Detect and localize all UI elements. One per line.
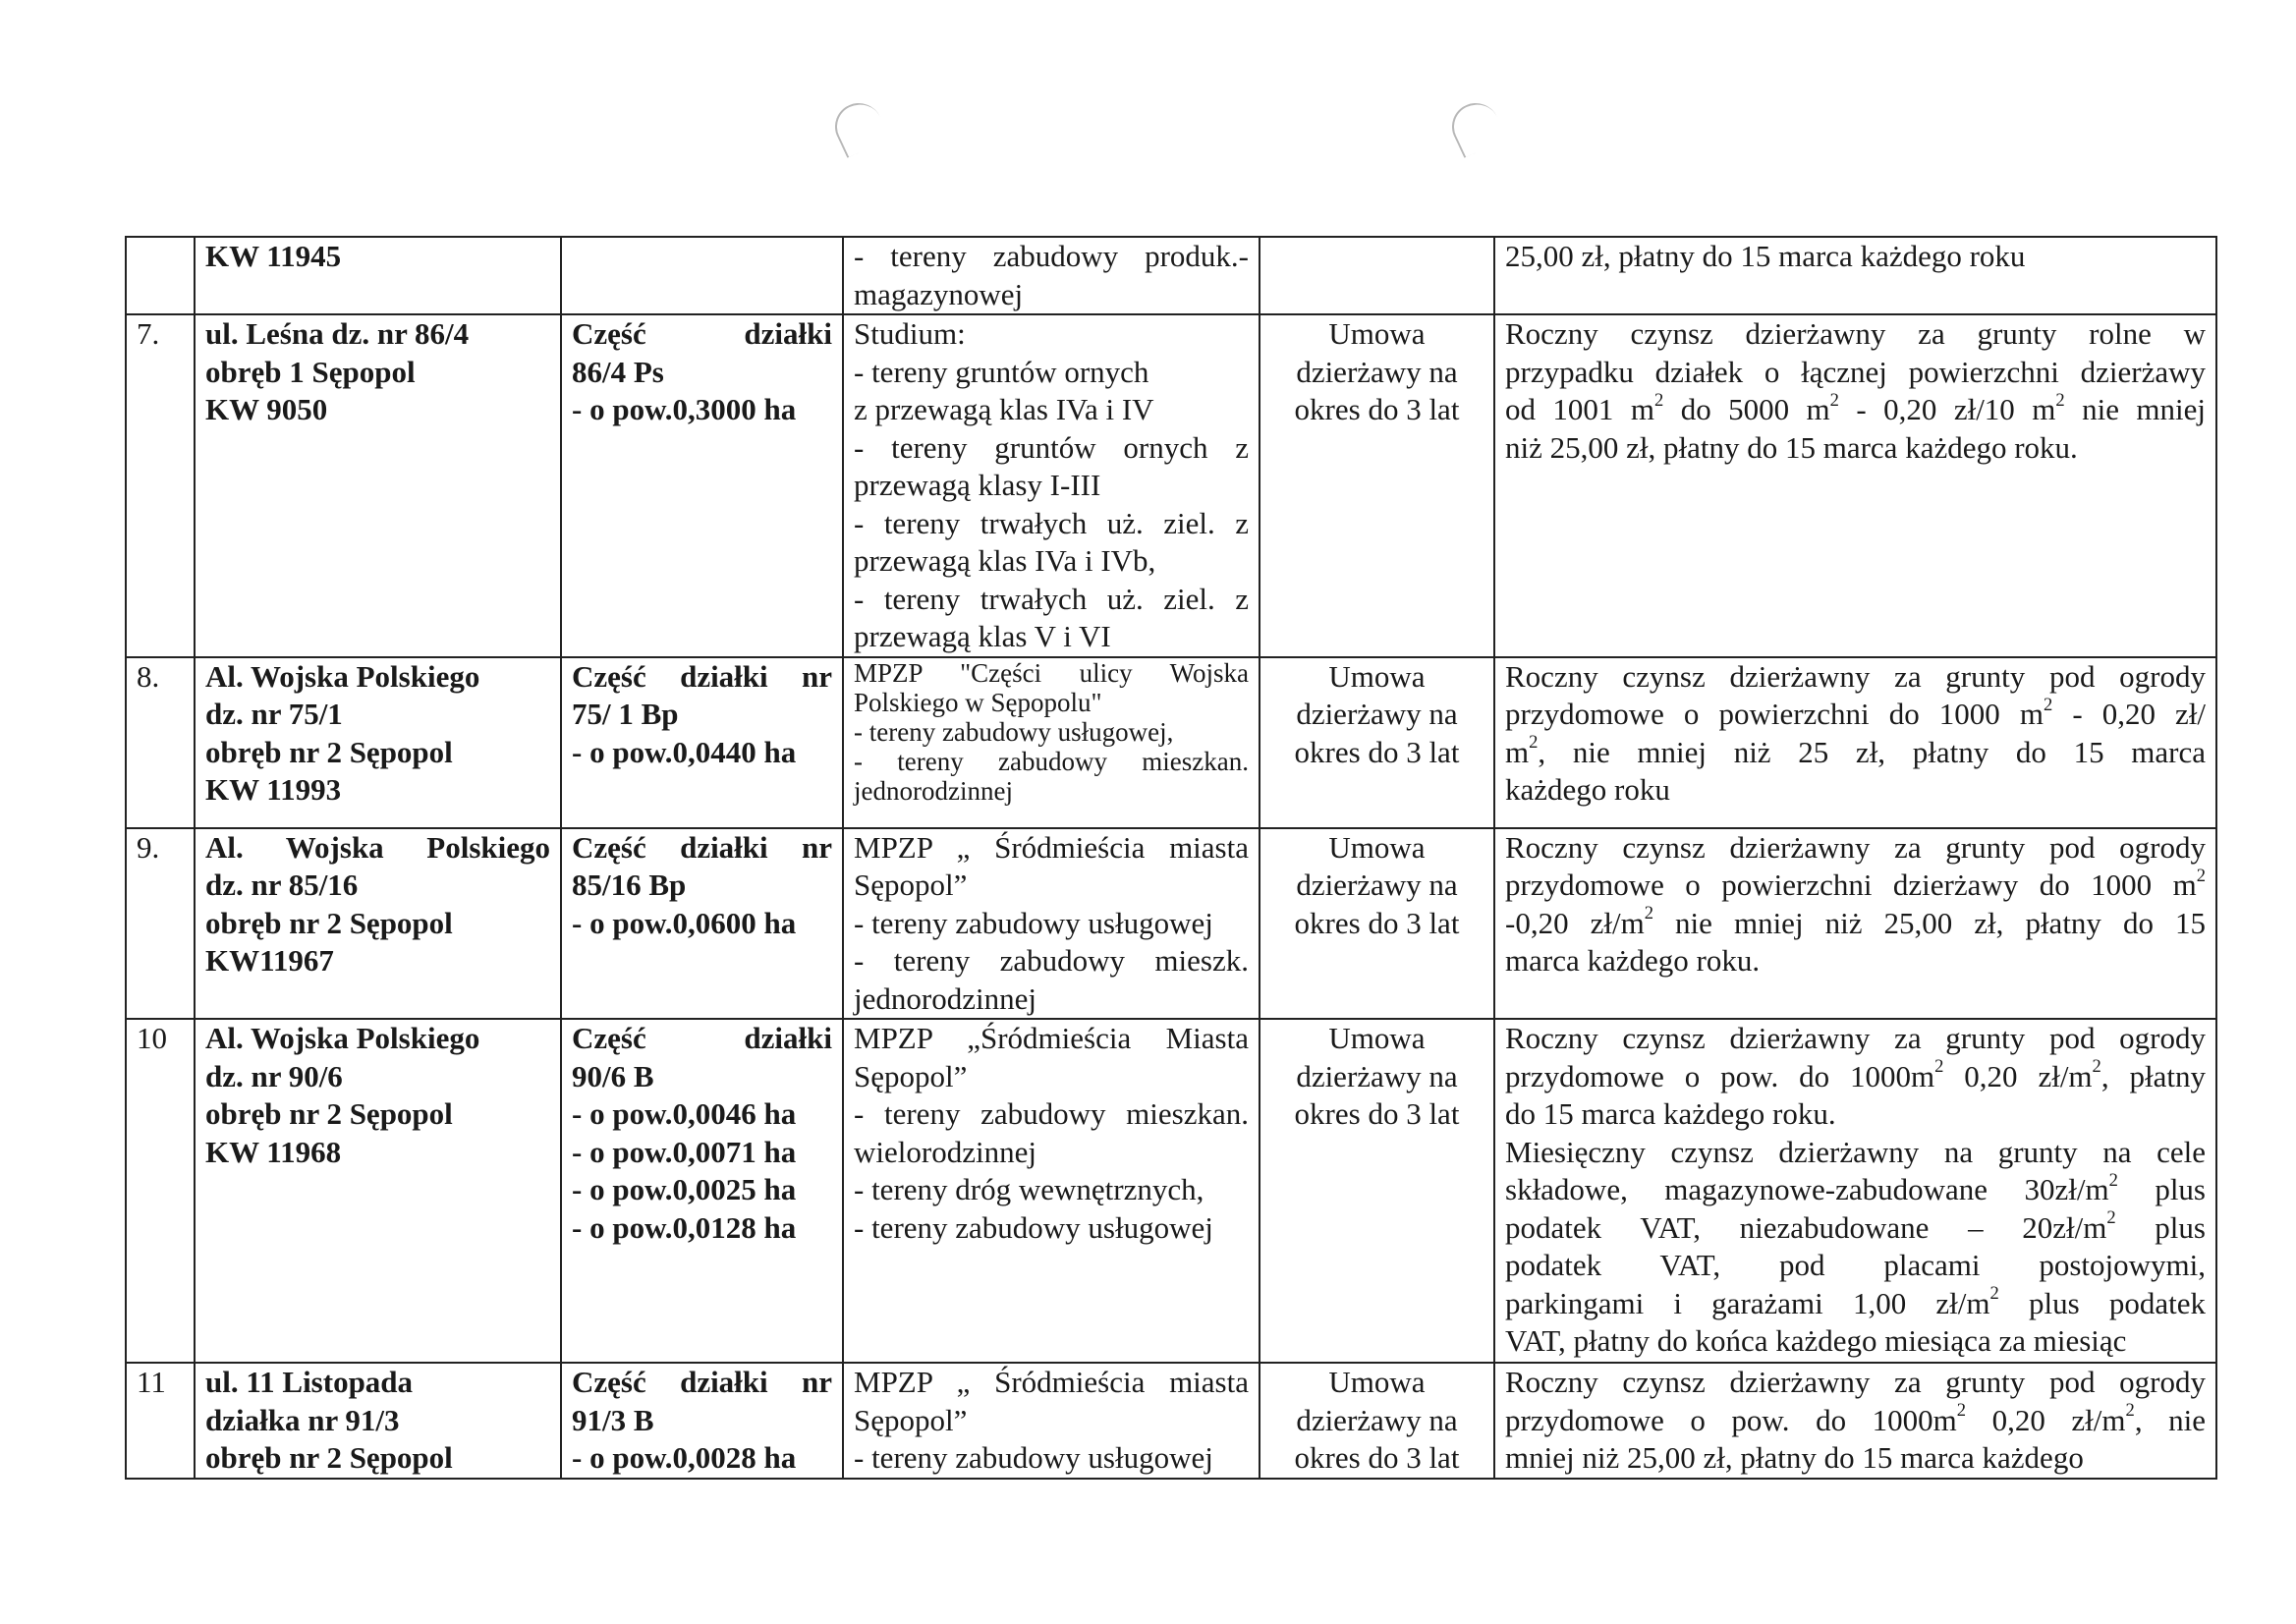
row-number: 8. [137, 658, 160, 694]
cell-line: przydomowe o pow. do $1000m^2$ 0,20 $zł/m^2$, płatny [1505, 1056, 2206, 1093]
cell-line: - o pow.0,0440 ha [572, 734, 797, 769]
cell-line: Sępopol” [854, 1058, 968, 1093]
cell-line: Roczny czynsz dzierżawny za grunty rolne w [1505, 316, 2206, 351]
cell-line: 86/4 Ps [572, 354, 664, 389]
row-number-cell [126, 314, 195, 657]
cell-line: jednorodzinnej [854, 980, 1036, 1016]
cell-line: MPZP „ Śródmieścia miasta [854, 1365, 1249, 1399]
cell-line: jednorodzinnej [854, 775, 1013, 806]
cell-line: wielorodzinnej [854, 1134, 1036, 1169]
plot-area-cell [561, 828, 843, 1020]
cell-line: - tereny zabudowy usługowej [854, 1440, 1213, 1475]
table-row [126, 1019, 2216, 1363]
row-number-cell [126, 657, 195, 828]
cell-line: 25,00 zł, płatny do 15 marca każdego roku [1505, 239, 2026, 273]
cell-line: MPZP „ Śródmieścia miasta [854, 829, 1249, 865]
cell-line: Część działki nr [572, 829, 832, 865]
zoning-cell [843, 314, 1260, 657]
cell-line: dzierżawy na [1296, 354, 1458, 389]
cell-line: KW 9050 [205, 392, 328, 426]
cell-line: - tereny zabudowy usługowej, [854, 716, 1174, 747]
row-number-cell [126, 828, 195, 1020]
cell-line: działka nr 91/3 [205, 1402, 400, 1437]
cell-line: - tereny zabudowy mieszkan. [854, 1096, 1249, 1131]
cell-line: Studium: [854, 316, 966, 351]
lease-form-cell [1260, 237, 1494, 314]
cell-line: - o pow.0,0025 ha [572, 1172, 797, 1206]
cell-line: - tereny trwałych uż. ziel. z [854, 581, 1249, 616]
cell-line: - o pow.0,3000 ha [572, 392, 797, 426]
cell-line: KW11967 [205, 943, 334, 978]
rent-terms-cell [1494, 1019, 2216, 1363]
cell-line: przydomowe o powierzchni do 1000 $m^2 - 0,20$ zł/ [1505, 694, 2206, 731]
cell-line: dzierżawy na [1296, 1402, 1458, 1437]
plot-area-cell [561, 1363, 843, 1479]
lease-form-cell [1260, 657, 1494, 828]
cell-line: Al. Wojska Polskiego [205, 1021, 480, 1055]
cell-line: Umowa [1328, 316, 1426, 351]
cell-line: - o pow.0,0071 ha [572, 1134, 797, 1169]
row-number: 10 [137, 1021, 167, 1055]
cell-line: Roczny czynsz dzierżawny za grunty pod ogrody [1505, 1365, 2206, 1399]
lease-form-cell [1260, 828, 1494, 1020]
cell-line: okres do 3 lat [1294, 1096, 1460, 1131]
zoning-cell [843, 237, 1260, 314]
location-cell [195, 657, 561, 828]
cell-line: MPZP „Śródmieścia Miasta [854, 1021, 1249, 1055]
cell-line: Umowa [1328, 658, 1426, 694]
cell-line: składowe, magazynowe-zabudowane $30zł/m^2$ plus [1505, 1169, 2206, 1206]
cell-line: obręb nr 2 Sępopol [205, 1440, 453, 1475]
table-row [126, 657, 2216, 828]
rent-terms-cell [1494, 828, 2216, 1020]
cell-line: dzierżawy na [1296, 1058, 1458, 1093]
cell-line: przydomowe o pow. do $1000m^2$ 0,20 $zł/m^2$, nie [1505, 1400, 2206, 1437]
cell-line: 75/ 1 Bp [572, 697, 679, 731]
cell-line: - tereny zabudowy mieszkan. [854, 746, 1249, 776]
cell-line: z przewagą klas IVa i IV [854, 392, 1154, 426]
cell-line: - o pow.0,0128 ha [572, 1209, 797, 1245]
cell-line: ul. Leśna dz. nr 86/4 [205, 316, 470, 351]
lease-form-cell [1260, 1363, 1494, 1479]
cell-line: obręb 1 Sępopol [205, 354, 416, 389]
rent-terms-cell [1494, 657, 2216, 828]
cell-line: parkingami i garażami 1,00 $zł/m^2$ plus podatek [1505, 1283, 2206, 1320]
cell-line: Al. Wojska Polskiego [205, 829, 550, 865]
cell-line: Część działki nr [572, 658, 832, 694]
cell-line: Część działki [572, 1021, 832, 1055]
cell-line: okres do 3 lat [1294, 734, 1460, 769]
row-number-cell [126, 1363, 195, 1479]
rent-terms-cell [1494, 314, 2216, 657]
zoning-cell [843, 828, 1260, 1020]
cell-line: okres do 3 lat [1294, 1440, 1460, 1475]
cell-line: VAT, płatny do końca każdego miesiąca za miesiąc [1505, 1323, 2127, 1358]
table-row [126, 828, 2216, 1020]
cell-line: Umowa [1328, 829, 1426, 865]
cell-line: - tereny zabudowy produk.- [854, 239, 1249, 273]
cell-line: obręb nr 2 Sępopol [205, 734, 453, 769]
cell-line: Roczny czynsz dzierżawny za grunty pod ogrody [1505, 658, 2206, 694]
cell-line: Sępopol” [854, 868, 968, 902]
cell-line: przewagą klasy I-III [854, 468, 1101, 502]
cell-line: Sępopol” [854, 1402, 968, 1437]
punch-hole-mark [1444, 95, 1507, 158]
cell-line: Al. Wojska Polskiego [205, 658, 480, 694]
cell-line: mniej niż 25,00 zł, płatny do 15 marca każdego [1505, 1440, 2084, 1475]
location-cell [195, 314, 561, 657]
cell-line: - tereny zabudowy usługowej [854, 905, 1213, 940]
cell-line: magazynowej [854, 276, 1024, 311]
cell-line: - tereny dróg wewnętrznych, [854, 1172, 1204, 1206]
row-number-cell [126, 1019, 195, 1363]
table-row [126, 314, 2216, 657]
zoning-cell [843, 1019, 1260, 1363]
plot-area-cell [561, 1019, 843, 1363]
cell-line: KW 11993 [205, 772, 342, 807]
lease-form-cell [1260, 314, 1494, 657]
cell-line: przydomowe o powierzchni dzierżawy do 1000 $m^2$ [1505, 865, 2206, 902]
cell-line: okres do 3 lat [1294, 392, 1460, 426]
cell-line: - tereny gruntów ornych [854, 354, 1149, 389]
cell-line: KW 11945 [205, 239, 342, 273]
cell-line: ul. 11 Listopada [205, 1365, 414, 1399]
cell-line: Roczny czynsz dzierżawny za grunty pod ogrody [1505, 829, 2206, 865]
row-number: 11 [137, 1365, 166, 1399]
cell-line: dz. nr 85/16 [205, 868, 359, 902]
cell-line: dz. nr 75/1 [205, 697, 343, 731]
cell-line: dzierżawy na [1296, 868, 1458, 902]
zoning-cell [843, 657, 1260, 828]
cell-line: -0,20 $zł/m^2$ nie mniej niż 25,00 zł, płatny do 15 [1505, 903, 2207, 940]
cell-line: - tereny gruntów ornych z [854, 429, 1249, 465]
cell-line: Miesięczny czynsz dzierżawny na grunty na cele [1505, 1134, 2206, 1169]
cell-line: - tereny zabudowy mieszk. [854, 943, 1249, 978]
rent-terms-cell [1494, 237, 2216, 314]
lease-table-body [126, 237, 2216, 1479]
lease-form-cell [1260, 1019, 1494, 1363]
cell-line: podatek VAT, niezabudowane – $20zł/m^2$ plus [1505, 1207, 2206, 1245]
cell-line: Część działki [572, 316, 832, 351]
cell-line: MPZP "Części ulicy Wojska [854, 657, 1249, 688]
table-row [126, 237, 2216, 314]
row-number: 7. [137, 316, 160, 351]
cell-line: Roczny czynsz dzierżawny za grunty pod ogrody [1505, 1021, 2206, 1055]
cell-line: - tereny trwałych uż. ziel. z [854, 505, 1249, 540]
cell-line: dzierżawy na [1296, 697, 1458, 731]
cell-line: okres do 3 lat [1294, 905, 1460, 940]
row-number-cell [126, 237, 195, 314]
cell-line: Umowa [1328, 1021, 1426, 1055]
cell-line: 85/16 Bp [572, 868, 687, 902]
punch-hole-mark [827, 95, 890, 158]
cell-line: do 15 marca każdego roku. [1505, 1096, 1836, 1131]
location-cell [195, 828, 561, 1020]
cell-line: niż 25,00 zł, płatny do 15 marca każdego roku. [1505, 429, 2078, 465]
table-row [126, 1363, 2216, 1479]
cell-line: $m^2$, nie mniej niż 25 zł, płatny do 15 marca [1505, 732, 2206, 769]
cell-line: obręb nr 2 Sępopol [205, 905, 453, 940]
cell-line: przewagą klas IVa i IVb, [854, 543, 1156, 578]
zoning-cell [843, 1363, 1260, 1479]
cell-line: Polskiego w Sępopolu" [854, 687, 1102, 717]
location-cell [195, 237, 561, 314]
cell-line: - o pow.0,0046 ha [572, 1096, 797, 1131]
cell-line: 90/6 B [572, 1058, 654, 1093]
plot-area-cell [561, 237, 843, 314]
location-cell [195, 1019, 561, 1363]
cell-line: przypadku działek o łącznej powierzchni dzierżawy [1505, 354, 2206, 389]
plot-area-cell [561, 314, 843, 657]
rent-terms-cell [1494, 1363, 2216, 1479]
cell-line: dz. nr 90/6 [205, 1058, 343, 1093]
cell-line: podatek VAT, pod placami postojowymi, [1505, 1248, 2206, 1282]
cell-line: - o pow.0,0028 ha [572, 1440, 797, 1475]
cell-line: 91/3 B [572, 1402, 654, 1437]
cell-line: Część działki nr [572, 1365, 832, 1399]
cell-line: od 1001 $m^2$ do 5000 $m^2 - 0,20$ zł/10 $m^2$ nie mniej [1505, 389, 2206, 426]
cell-line: - tereny zabudowy usługowej [854, 1209, 1213, 1245]
row-number: 9. [137, 829, 160, 865]
cell-line: przewagą klas V i VI [854, 619, 1111, 653]
plot-area-cell [561, 657, 843, 828]
cell-line: - o pow.0,0600 ha [572, 905, 797, 940]
lease-table [125, 236, 2217, 1480]
location-cell [195, 1363, 561, 1479]
cell-line: marca każdego roku. [1505, 943, 1761, 978]
cell-line: każdego roku [1505, 772, 1670, 807]
cell-line: Umowa [1328, 1365, 1426, 1399]
cell-line: KW 11968 [205, 1134, 342, 1169]
cell-line: obręb nr 2 Sępopol [205, 1096, 453, 1131]
